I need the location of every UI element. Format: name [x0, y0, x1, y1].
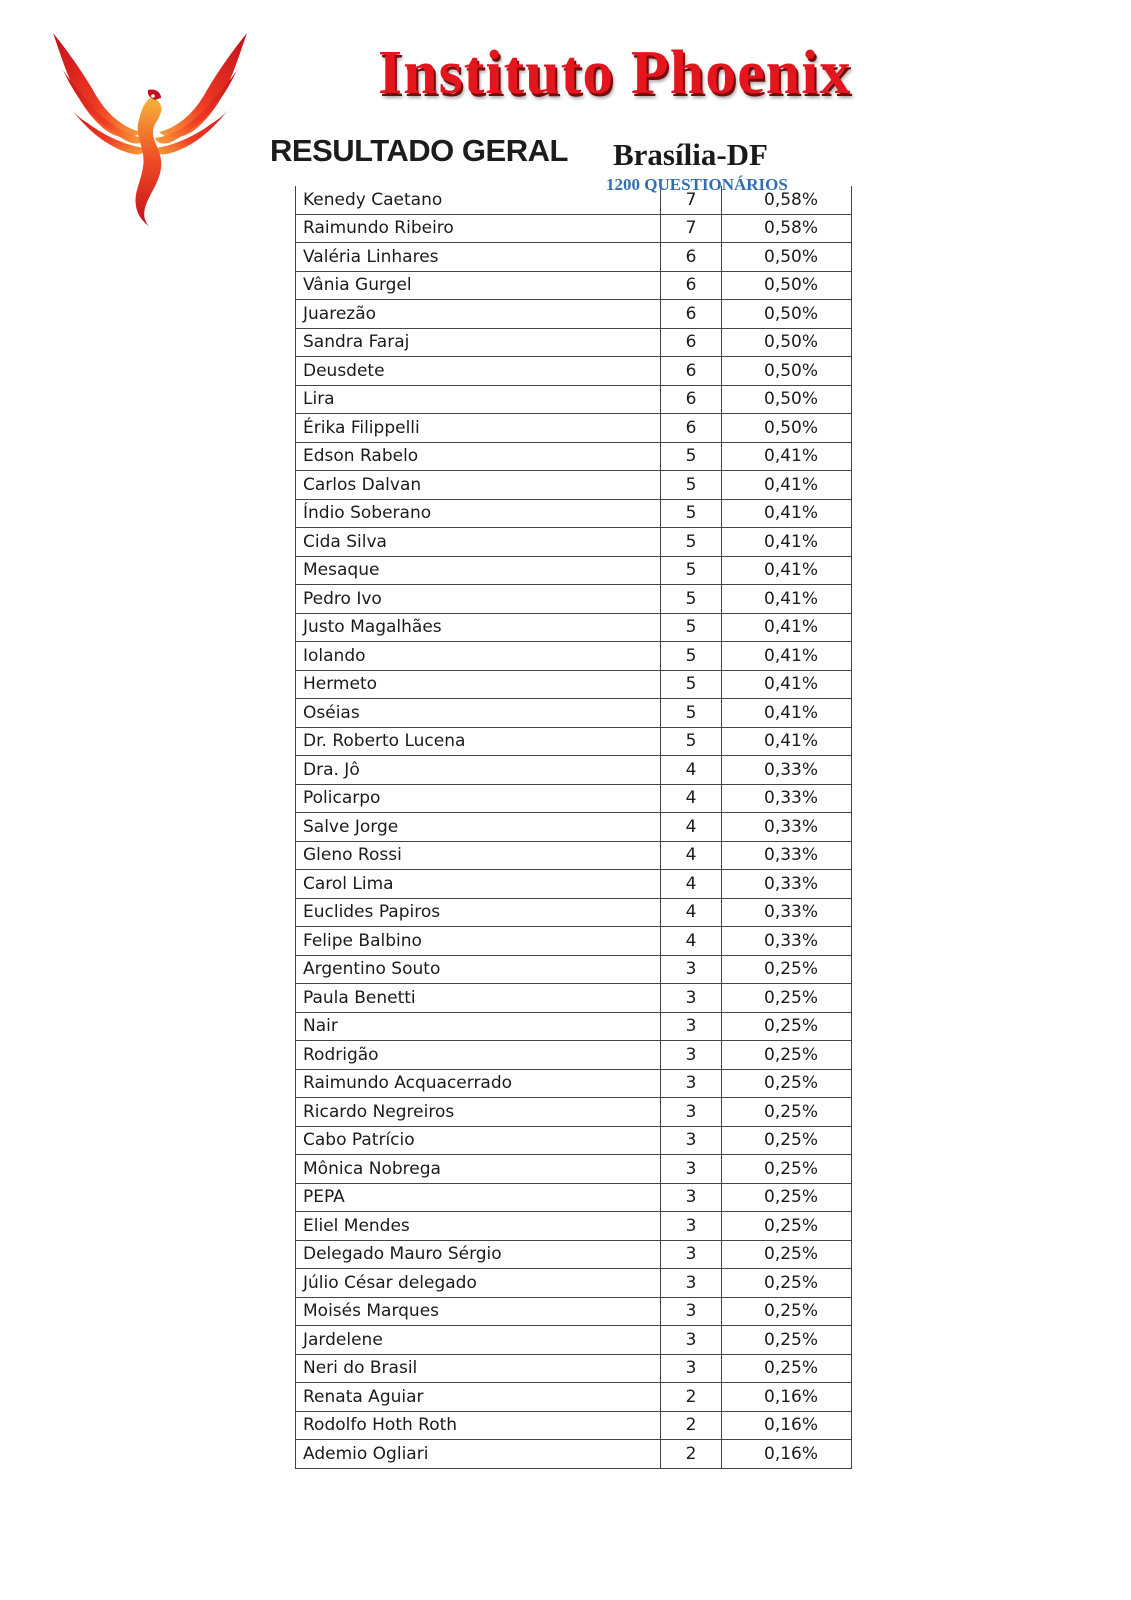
candidate-name-cell: Carlos Dalvan	[296, 471, 661, 500]
candidate-name-cell: Argentino Souto	[296, 955, 661, 984]
table-row	[296, 556, 852, 585]
percentage-cell: 0,33%	[722, 756, 852, 785]
candidate-name-cell: Rodrigão	[296, 1041, 661, 1070]
candidate-name-cell: Moisés Marques	[296, 1297, 661, 1326]
percentage-cell: 0,25%	[722, 1098, 852, 1127]
candidate-name-cell: Euclides Papiros	[296, 898, 661, 927]
votes-cell: 3	[661, 1269, 722, 1298]
table-row	[296, 870, 852, 899]
results-table-body	[296, 186, 852, 1468]
candidate-name-cell: Eliel Mendes	[296, 1212, 661, 1241]
votes-cell: 3	[661, 1240, 722, 1269]
votes-cell: 2	[661, 1440, 722, 1469]
percentage-cell: 0,33%	[722, 870, 852, 899]
votes-cell: 3	[661, 1155, 722, 1184]
candidate-name-cell: Dr. Roberto Lucena	[296, 727, 661, 756]
votes-cell: 5	[661, 442, 722, 471]
percentage-cell: 0,50%	[722, 328, 852, 357]
percentage-cell: 0,16%	[722, 1383, 852, 1412]
percentage-cell: 0,41%	[722, 528, 852, 557]
table-row	[296, 585, 852, 614]
percentage-cell: 0,50%	[722, 357, 852, 386]
votes-cell: 3	[661, 1183, 722, 1212]
votes-cell: 4	[661, 927, 722, 956]
table-row	[296, 1383, 852, 1412]
table-row	[296, 1126, 852, 1155]
candidate-name-cell: Mônica Nobrega	[296, 1155, 661, 1184]
percentage-cell: 0,50%	[722, 414, 852, 443]
table-row	[296, 357, 852, 386]
candidate-name-cell: Lira	[296, 385, 661, 414]
votes-cell: 6	[661, 271, 722, 300]
table-row	[296, 756, 852, 785]
candidate-name-cell: Cabo Patrício	[296, 1126, 661, 1155]
table-row	[296, 300, 852, 329]
votes-cell: 5	[661, 670, 722, 699]
votes-cell: 4	[661, 898, 722, 927]
table-row	[296, 1297, 852, 1326]
votes-cell: 2	[661, 1411, 722, 1440]
candidate-name-cell: Renata Aguiar	[296, 1383, 661, 1412]
candidate-name-cell: Mesaque	[296, 556, 661, 585]
votes-cell: 7	[661, 186, 722, 214]
votes-cell: 3	[661, 984, 722, 1013]
table-row	[296, 727, 852, 756]
votes-cell: 3	[661, 1212, 722, 1241]
votes-cell: 3	[661, 1297, 722, 1326]
candidate-name-cell: Valéria Linhares	[296, 243, 661, 272]
candidate-name-cell: Dra. Jô	[296, 756, 661, 785]
table-row	[296, 1069, 852, 1098]
percentage-cell: 0,50%	[722, 271, 852, 300]
candidate-name-cell: Deusdete	[296, 357, 661, 386]
candidate-name-cell: Ricardo Negreiros	[296, 1098, 661, 1127]
candidate-name-cell: Edson Rabelo	[296, 442, 661, 471]
candidate-name-cell: Oséias	[296, 699, 661, 728]
votes-cell: 4	[661, 784, 722, 813]
table-row	[296, 1098, 852, 1127]
table-row	[296, 670, 852, 699]
brand-title: Instituto Phoenix	[378, 39, 852, 107]
candidate-name-cell: Pedro Ivo	[296, 585, 661, 614]
percentage-cell: 0,41%	[722, 670, 852, 699]
percentage-cell: 0,41%	[722, 613, 852, 642]
table-row	[296, 1240, 852, 1269]
votes-cell: 6	[661, 414, 722, 443]
candidate-name-cell: Índio Soberano	[296, 499, 661, 528]
percentage-cell: 0,25%	[722, 984, 852, 1013]
table-row	[296, 841, 852, 870]
percentage-cell: 0,16%	[722, 1411, 852, 1440]
percentage-cell: 0,16%	[722, 1440, 852, 1469]
candidate-name-cell: Delegado Mauro Sérgio	[296, 1240, 661, 1269]
candidate-name-cell: PEPA	[296, 1183, 661, 1212]
table-row	[296, 1212, 852, 1241]
votes-cell: 3	[661, 955, 722, 984]
candidate-name-cell: Policarpo	[296, 784, 661, 813]
percentage-cell: 0,25%	[722, 1155, 852, 1184]
votes-cell: 6	[661, 385, 722, 414]
votes-cell: 2	[661, 1383, 722, 1412]
votes-cell: 5	[661, 499, 722, 528]
table-row	[296, 1411, 852, 1440]
votes-cell: 6	[661, 357, 722, 386]
table-row	[296, 955, 852, 984]
table-row	[296, 927, 852, 956]
votes-cell: 5	[661, 528, 722, 557]
candidate-name-cell: Felipe Balbino	[296, 927, 661, 956]
table-row	[296, 1269, 852, 1298]
votes-cell: 5	[661, 727, 722, 756]
table-row	[296, 1440, 852, 1469]
votes-cell: 4	[661, 841, 722, 870]
candidate-name-cell: Juarezão	[296, 300, 661, 329]
percentage-cell: 0,33%	[722, 784, 852, 813]
candidate-name-cell: Iolando	[296, 642, 661, 671]
percentage-cell: 0,50%	[722, 300, 852, 329]
table-row	[296, 1183, 852, 1212]
votes-cell: 5	[661, 471, 722, 500]
table-row	[296, 499, 852, 528]
votes-cell: 6	[661, 300, 722, 329]
table-row	[296, 813, 852, 842]
table-row	[296, 328, 852, 357]
votes-cell: 5	[661, 613, 722, 642]
candidate-name-cell: Hermeto	[296, 670, 661, 699]
table-row	[296, 1354, 852, 1383]
percentage-cell: 0,41%	[722, 471, 852, 500]
table-row	[296, 784, 852, 813]
votes-cell: 6	[661, 328, 722, 357]
votes-cell: 3	[661, 1126, 722, 1155]
votes-cell: 3	[661, 1098, 722, 1127]
percentage-cell: 0,33%	[722, 813, 852, 842]
candidate-name-cell: Raimundo Acquacerrado	[296, 1069, 661, 1098]
percentage-cell: 0,25%	[722, 1183, 852, 1212]
percentage-cell: 0,25%	[722, 1212, 852, 1241]
candidate-name-cell: Carol Lima	[296, 870, 661, 899]
candidate-name-cell: Júlio César delegado	[296, 1269, 661, 1298]
percentage-cell: 0,41%	[722, 499, 852, 528]
candidate-name-cell: Paula Benetti	[296, 984, 661, 1013]
table-row	[296, 699, 852, 728]
table-row	[296, 984, 852, 1013]
percentage-cell: 0,41%	[722, 727, 852, 756]
table-row	[296, 414, 852, 443]
candidate-name-cell: Cida Silva	[296, 528, 661, 557]
votes-cell: 4	[661, 756, 722, 785]
city-label: Brasília-DF	[613, 137, 768, 172]
votes-cell: 3	[661, 1069, 722, 1098]
percentage-cell: 0,50%	[722, 385, 852, 414]
candidate-name-cell: Érika Filippelli	[296, 414, 661, 443]
percentage-cell: 0,25%	[722, 1126, 852, 1155]
percentage-cell: 0,33%	[722, 927, 852, 956]
candidate-name-cell: Rodolfo Hoth Roth	[296, 1411, 661, 1440]
percentage-cell: 0,25%	[722, 1326, 852, 1355]
table-row	[296, 898, 852, 927]
table-row	[296, 385, 852, 414]
candidate-name-cell: Kenedy Caetano	[296, 186, 661, 214]
table-row	[296, 243, 852, 272]
percentage-cell: 0,25%	[722, 1240, 852, 1269]
candidate-name-cell: Vânia Gurgel	[296, 271, 661, 300]
percentage-cell: 0,25%	[722, 1041, 852, 1070]
percentage-cell: 0,25%	[722, 1269, 852, 1298]
percentage-cell: 0,41%	[722, 642, 852, 671]
votes-cell: 6	[661, 243, 722, 272]
percentage-cell: 0,41%	[722, 585, 852, 614]
candidate-name-cell: Sandra Faraj	[296, 328, 661, 357]
votes-cell: 3	[661, 1326, 722, 1355]
candidate-name-cell: Gleno Rossi	[296, 841, 661, 870]
candidate-name-cell: Raimundo Ribeiro	[296, 214, 661, 243]
percentage-cell: 0,41%	[722, 442, 852, 471]
votes-cell: 4	[661, 813, 722, 842]
table-row	[296, 442, 852, 471]
candidate-name-cell: Nair	[296, 1012, 661, 1041]
votes-cell: 5	[661, 556, 722, 585]
percentage-cell: 0,58%	[722, 214, 852, 243]
results-table	[295, 186, 852, 1469]
table-row	[296, 613, 852, 642]
table-row	[296, 642, 852, 671]
votes-cell: 5	[661, 585, 722, 614]
table-row	[296, 1155, 852, 1184]
table-row	[296, 214, 852, 243]
percentage-cell: 0,41%	[722, 556, 852, 585]
table-row	[296, 471, 852, 500]
percentage-cell: 0,25%	[722, 955, 852, 984]
percentage-cell: 0,25%	[722, 1354, 852, 1383]
phoenix-logo-icon	[45, 28, 255, 228]
percentage-cell: 0,25%	[722, 1297, 852, 1326]
percentage-cell: 0,25%	[722, 1012, 852, 1041]
votes-cell: 3	[661, 1041, 722, 1070]
percentage-cell: 0,58%	[722, 186, 852, 214]
table-row	[296, 1041, 852, 1070]
percentage-cell: 0,33%	[722, 841, 852, 870]
table-row	[296, 1326, 852, 1355]
percentage-cell: 0,50%	[722, 243, 852, 272]
percentage-cell: 0,25%	[722, 1069, 852, 1098]
votes-cell: 3	[661, 1354, 722, 1383]
questionnaire-count: 1200 QUESTIONÁRIOS	[606, 175, 788, 194]
table-row	[296, 1012, 852, 1041]
votes-cell: 4	[661, 870, 722, 899]
votes-cell: 3	[661, 1012, 722, 1041]
table-row	[296, 528, 852, 557]
votes-cell: 5	[661, 642, 722, 671]
percentage-cell: 0,33%	[722, 898, 852, 927]
candidate-name-cell: Justo Magalhães	[296, 613, 661, 642]
votes-cell: 7	[661, 214, 722, 243]
candidate-name-cell: Salve Jorge	[296, 813, 661, 842]
table-row	[296, 271, 852, 300]
candidate-name-cell: Jardelene	[296, 1326, 661, 1355]
result-title: RESULTADO GERAL	[270, 133, 568, 168]
votes-cell: 5	[661, 699, 722, 728]
candidate-name-cell: Neri do Brasil	[296, 1354, 661, 1383]
percentage-cell: 0,41%	[722, 699, 852, 728]
candidate-name-cell: Ademio Ogliari	[296, 1440, 661, 1469]
